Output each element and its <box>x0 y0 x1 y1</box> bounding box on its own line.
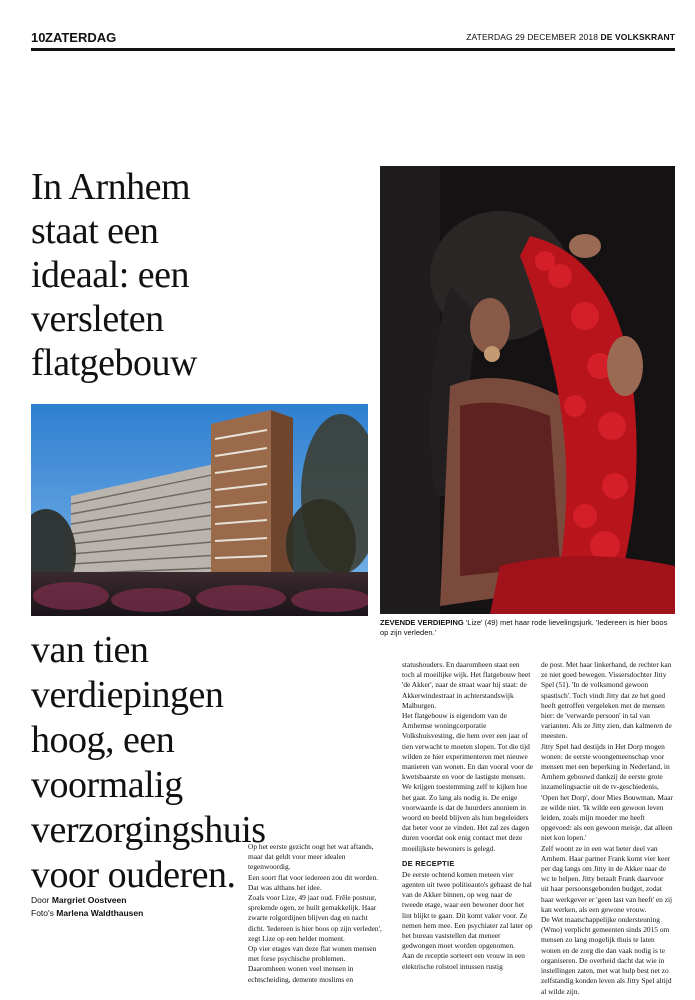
article-column-3 <box>541 660 673 997</box>
photo-prefix: Foto's <box>31 908 54 918</box>
headline-line: van tien <box>31 629 149 671</box>
article-column-1 <box>248 842 382 985</box>
photo-caption <box>380 618 675 638</box>
page-header <box>31 30 675 46</box>
author-name: Margriet Oostveen <box>51 895 127 905</box>
section-name: ZATERDAG <box>45 30 117 45</box>
paragraph: Aan de receptie sorteert een vrouw in een elektrische rolstoel intussen rustig <box>402 951 525 971</box>
paragraph: statushouders. En daaromheen staat een toch al moeilijke wijk. Het flatgebouw heet 'de Akker', naar de straat waar hij staat: de Akkerwindestraat in achterstandswijk Malburgen. <box>402 660 531 710</box>
dateline <box>466 32 675 42</box>
paragraph: Het flatgebouw is eigendom van de Arnhemse woningcorporatie Volkshuisvesting, die hem over een jaar of tien verwacht te moeten slopen. Tot die tijd wilden ze hier experimenteren met nieuwe manieren van wonen. En dan vooral voor de kwetsbaarste en voor de lastigste mensen. <box>402 711 533 782</box>
headline-line: versleten <box>31 298 164 340</box>
paragraph: De Wet maatschappelijke ondersteuning (Wmo) verplicht gemeenten sinds 2015 om mensen zo lang mogelijk thuis te laten wonen en de zorg die dan vaak nodig is te organiseren. De overheid dacht dat wie in instellingen zaten, met wat hulp best net zo zelfstandig konden leven als Jitty Spel altijd al wilde zijn. <box>541 915 672 996</box>
paragraph: Zelf woont ze in een wat beter deel van Arnhem. Haar partner Frank komt vier keer per dag langs om Jitty in de Akker naar de wc te helpen. Jitty betaalt Frank daarvoor uit haar persoonsgebonden budget, zodat haar werkgever er 'geen last van heeft' en zij kan werken, als een gewone vrouw. <box>541 843 673 914</box>
caption-label: ZEVENDE VERDIEPING <box>380 618 464 627</box>
issue-date: ZATERDAG 29 DECEMBER 2018 <box>466 32 599 42</box>
paragraph: We krijgen toestemming zelf te kijken hoe het gaat. Zo lang als nodig is. De enige voorwaarde is dat de huurders anoniem in woord en beeld blijven als hun begeleiders dat beter voor ze vinden. Het zal zes dagen duren voordat ook enig contact met deze moeilijkste bewoners is gelegd. <box>402 782 530 853</box>
byline <box>31 894 143 920</box>
article-column-2 <box>402 660 534 972</box>
headline-line: In Arnhem <box>31 166 191 208</box>
paragraph: Een soort flat voor iedereen zou dit worden. Dat was althans het idee. <box>248 872 379 892</box>
paragraph: Jitty Spel had destijds in Het Dorp mogen wonen: de eerste woongemeenschap voor mensen met een beperking in Nederland, in Arnhem gebouwd dankzij de eerste grote inzamelingsactie uit de tv-geschiedenis, 'Open het Dorp', door Mies Bouwman. Maar ze wilde niet. 'Ik wilde een gewoon leven leiden, zoals mijn moeder me heeft opgevoed: als een gewoon meisje, dat alleen niet kon lopen.' <box>541 741 673 843</box>
headline-line: ideaal: een <box>31 254 190 296</box>
headline-line: voor ouderen. <box>31 854 236 896</box>
headline-line: hoog, een <box>31 719 175 761</box>
paragraph: Op vier etages van deze flat wonen mensen met forse psychische problemen. Daaromheen wonen veel mensen in echtscheiding, dementе moslims en <box>248 944 377 984</box>
headline-line: voormalig <box>31 764 183 806</box>
author-line <box>31 894 143 907</box>
headline-line: verdiepingen <box>31 674 224 716</box>
photographer-name: Marlena Waldthausen <box>56 908 144 918</box>
headline-line: flatgebouw <box>31 342 197 384</box>
page-number: 10 <box>31 30 46 45</box>
building-photo <box>31 404 368 616</box>
headline-line: verzorgingshuis <box>31 809 266 851</box>
paragraph: Op het eerste gezicht oogt het wat aftands, maar dat geldt voor meer idealen tegenwoordig. <box>248 842 374 872</box>
author-prefix: Door <box>31 895 50 905</box>
photographer-line <box>31 907 143 920</box>
subheading: DE RECEPTIE <box>402 858 455 868</box>
publication-name: DE VOLKSKRANT <box>600 32 675 42</box>
caption-text: 'Lize' (49) met haar rode lievelingsjurk. 'Iedereen is hier boos op zijn verleden.' <box>380 618 668 637</box>
headline-line: staat een <box>31 210 159 252</box>
paragraph: De eerste ochtend komen meteen vier agenten uit twee politieauto's gehaast de hal van de Akker binnen, op weg naar de tweede etage, waar een bewoner door het lint blijkt te gaan. Dit komt vaker voor. Ze nemen hem mee. Een psychiater zal later op het bureau vaststellen dat meneer gedwongen moet worden opgenomen. <box>402 869 533 951</box>
headline-part-1 <box>31 165 366 385</box>
portrait-photo <box>380 166 675 614</box>
paragraph: de post. Met haar linkerhand, de rechter kan ze niet goed bewegen. Vissersdochter Jitty Spel (51). 'In de volksmond gewoon spastisch'. Toch vindt Jitty dat ze het goed heeft getroffen vergeleken met de mensen hier: de 'verwarde persoon' in tal van varianten. Als ze Jitty zien, dan kalmeren de meesten. <box>541 660 672 741</box>
paragraph: Zoals voor Lize, 49 jaar oud. Frêle postuur, sprekende ogen, ze huilt gemakkelijk. Haar zwarte rolgordijnen blijven dag en nacht dicht. 'Iedereen is hier boos op zijn verleden', zegt Lize op een helder moment. <box>248 893 382 943</box>
header-rule <box>31 48 675 51</box>
